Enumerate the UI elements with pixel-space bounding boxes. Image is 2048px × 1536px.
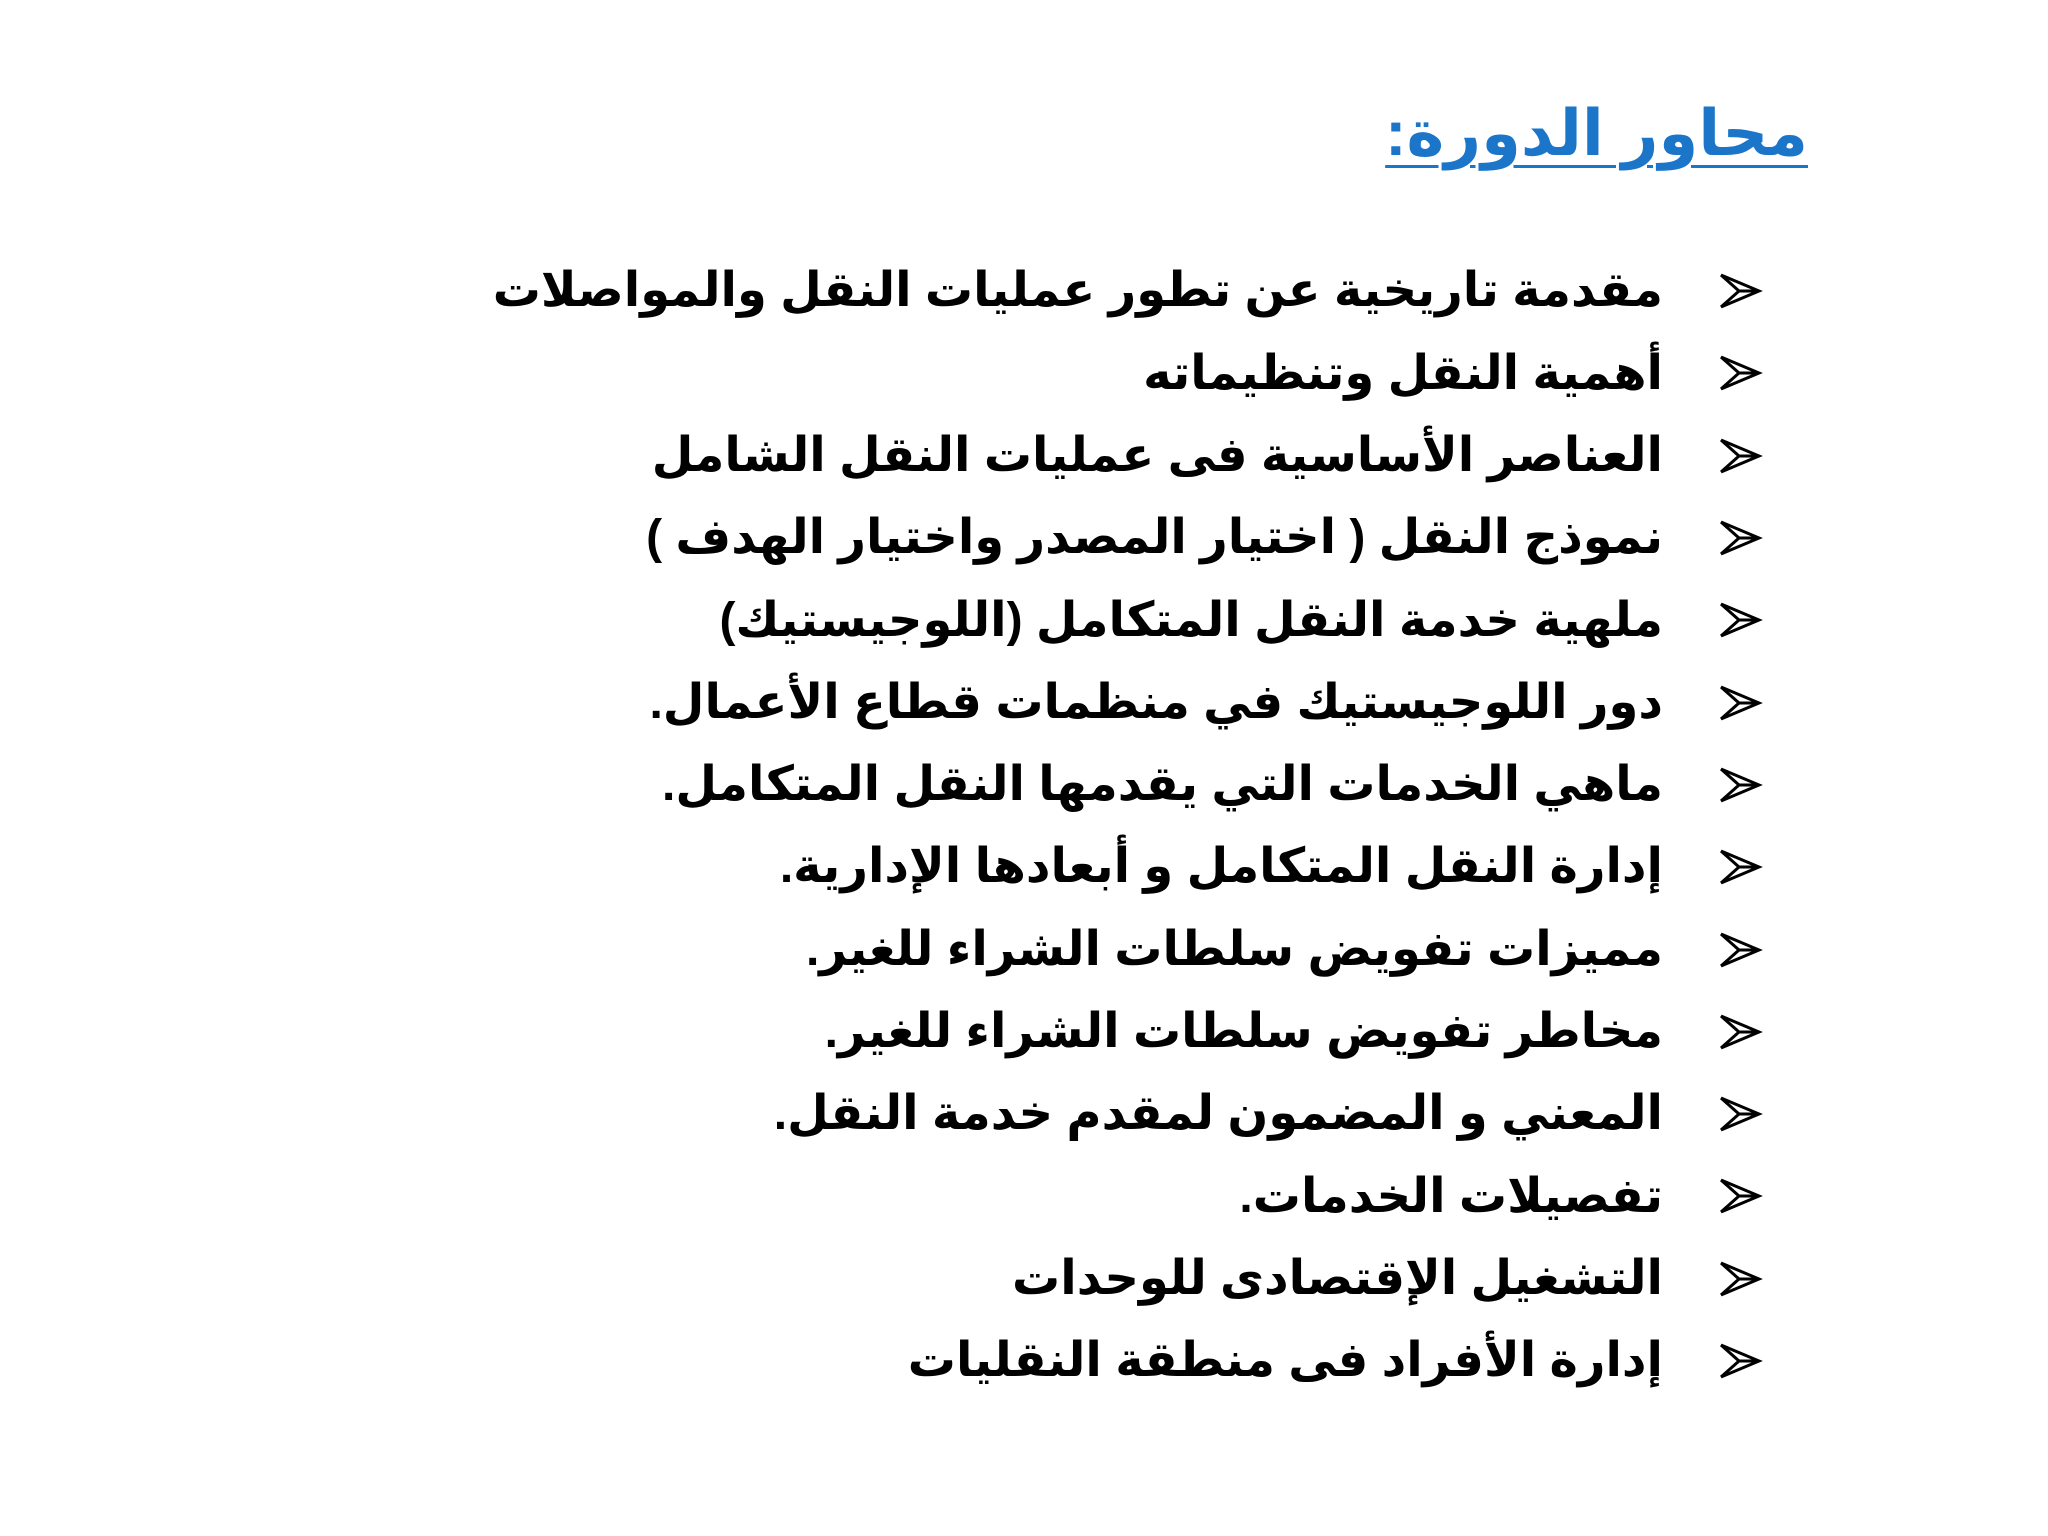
list-item — [493, 991, 1763, 1073]
topic-text: تفصيلات الخدمات. — [1239, 1169, 1663, 1223]
topic-text: العناصر الأساسية فى عمليات النقل الشامل — [651, 428, 1663, 482]
arrow-check-bullet-icon — [1715, 1259, 1763, 1299]
arrow-check-bullet-icon — [1715, 930, 1763, 970]
topic-text: مقدمة تاريخية عن تطور عمليات النقل والمواصلات — [492, 264, 1663, 318]
arrow-check-bullet-icon — [1715, 518, 1763, 558]
arrow-check-bullet-icon — [1715, 683, 1763, 723]
arrow-check-bullet-icon — [1715, 1176, 1763, 1216]
list-item — [493, 497, 1763, 579]
topic-text: إدارة الأفراد فى منطقة النقليات — [907, 1334, 1663, 1388]
arrow-check-bullet-icon — [1715, 1341, 1763, 1381]
list-item — [493, 579, 1763, 661]
list-item — [493, 1320, 1763, 1402]
list-item — [493, 1155, 1763, 1237]
arrow-check-bullet-icon — [1715, 353, 1763, 393]
topic-text: مخاطر تفويض سلطات الشراء للغير. — [824, 1005, 1663, 1059]
arrow-check-bullet-icon — [1715, 600, 1763, 640]
list-item — [493, 744, 1763, 826]
slide-title: محاور الدورة: — [1385, 97, 1808, 169]
topic-text: نموذج النقل ( اختيار المصدر واختيار الهدف ) — [646, 511, 1663, 565]
arrow-check-bullet-icon — [1715, 1094, 1763, 1134]
arrow-check-bullet-icon — [1715, 1012, 1763, 1052]
list-item — [493, 1073, 1763, 1155]
list-item — [493, 332, 1763, 414]
topic-text: التشغيل الإقتصادى للوحدات — [1012, 1251, 1663, 1305]
topics-list — [493, 250, 1763, 1402]
topic-text: إدارة النقل المتكامل و أبعادها الإدارية. — [779, 840, 1663, 894]
arrow-check-bullet-icon — [1715, 436, 1763, 476]
topic-text: ملهية خدمة النقل المتكامل (اللوجيستيك) — [719, 593, 1663, 647]
topic-text: المعني و المضمون لمقدم خدمة النقل. — [773, 1087, 1663, 1141]
arrow-check-bullet-icon — [1715, 847, 1763, 887]
list-item — [493, 250, 1763, 332]
list-item — [493, 661, 1763, 743]
list-item — [493, 908, 1763, 990]
topic-text: مميزات تفويض سلطات الشراء للغير. — [805, 922, 1663, 976]
topic-text: أهمية النقل وتنظيماته — [1143, 346, 1663, 400]
arrow-check-bullet-icon — [1715, 271, 1763, 311]
list-item — [493, 1238, 1763, 1320]
topic-text: ماهي الخدمات التي يقدمها النقل المتكامل. — [662, 758, 1663, 812]
list-item — [493, 826, 1763, 908]
list-item — [493, 415, 1763, 497]
topic-text: دور اللوجيستيك في منظمات قطاع الأعمال. — [649, 675, 1663, 729]
arrow-check-bullet-icon — [1715, 765, 1763, 805]
